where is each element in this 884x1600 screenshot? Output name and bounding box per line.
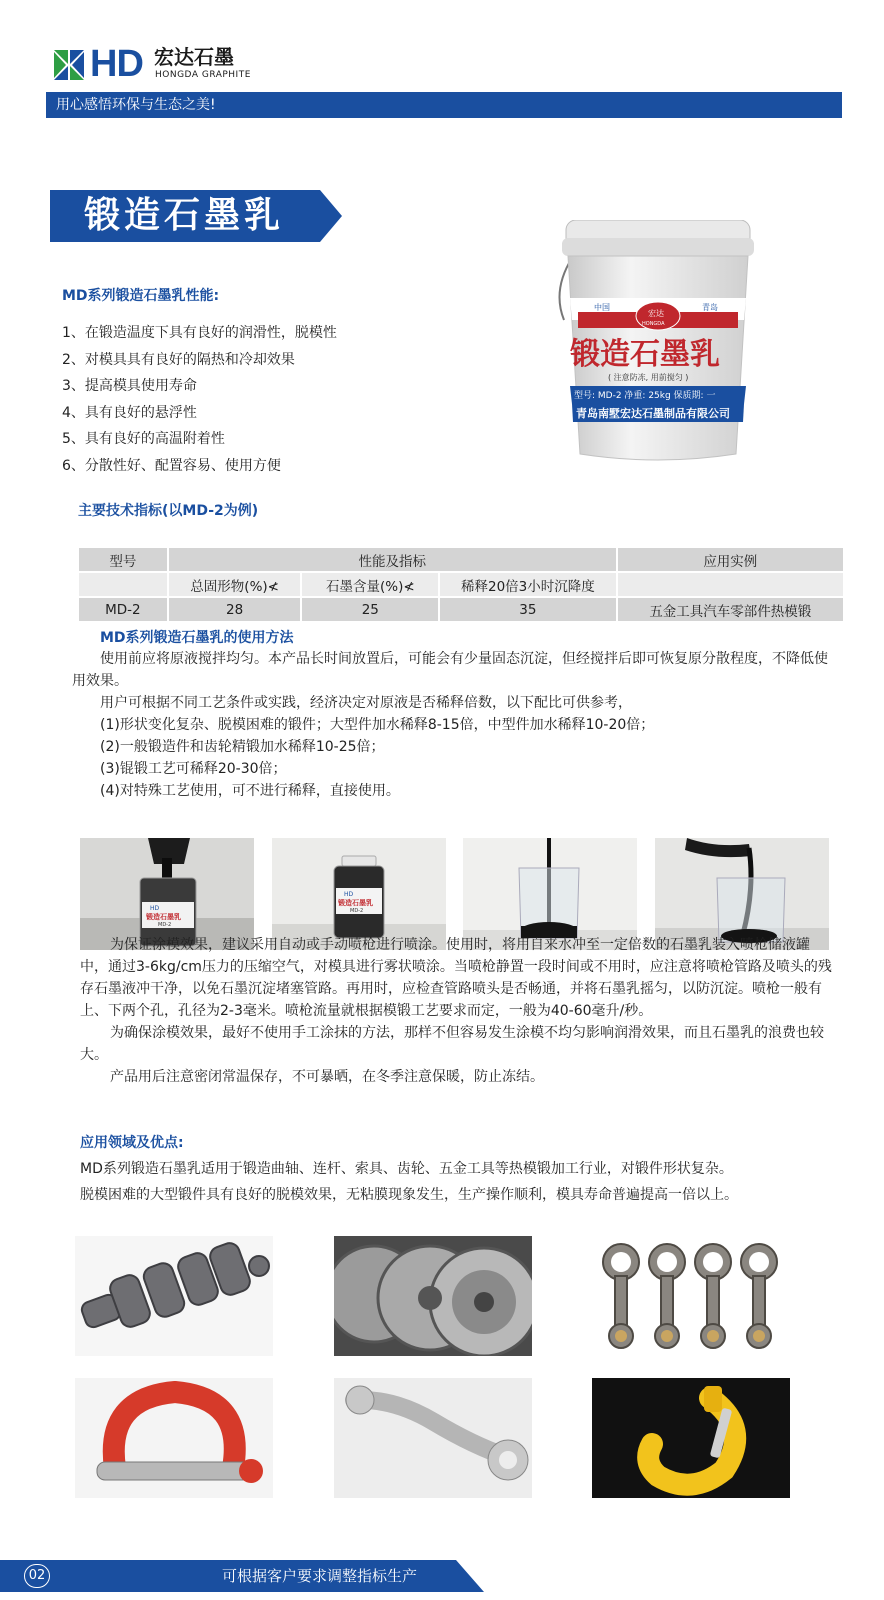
list-item: 6、分散性好、配置容易、使用方便 <box>62 457 281 474</box>
spec-table-heading: 主要技术指标(以MD-2为例) <box>78 503 259 519</box>
table-header-application: 应用实例 <box>617 547 844 572</box>
label-note: ( 注意防冻, 用前搅匀 ) <box>608 373 689 382</box>
table-cell-graphite: 25 <box>301 597 439 622</box>
page-title: 锻造石墨乳 <box>84 195 285 236</box>
jar-label-name: 锻造石墨乳 <box>338 899 373 907</box>
application-text <box>80 1156 840 1208</box>
logo-english-name: HONGDA GRAPHITE <box>155 70 251 80</box>
table-row <box>78 597 844 622</box>
spray-paragraph: 产品用后注意密闭常温保存，不可暴晒，在冬季注意保暖，防止冻结。 <box>110 1069 544 1085</box>
spray-text <box>80 934 832 1088</box>
table-cell-application: 五金工具汽车零部件热模锻 <box>617 597 844 622</box>
footer-bar <box>0 1560 490 1592</box>
footer-text: 可根据客户要求调整指标生产 <box>222 1567 418 1585</box>
table-subheader: 稀释20倍3小时沉降度 <box>439 572 616 597</box>
label-company: 青岛南墅宏达石墨制品有限公司 <box>576 407 730 420</box>
jar-label-model: MD-2 <box>350 908 364 914</box>
usage-list-item: (2)一般锻造件和齿轮精锻加水稀释10-25倍； <box>100 739 385 755</box>
page-number: 02 <box>24 1564 50 1588</box>
label-product-name: 锻造石墨乳 <box>570 337 720 372</box>
slogan-bar: 用心感悟环保与生态之美! <box>46 92 842 118</box>
spec-table <box>77 546 845 623</box>
label-badge: 宏达 <box>648 309 664 318</box>
usage-list-item: (3)锟锻工艺可稀释20-30倍； <box>100 761 287 777</box>
usage-heading: MD系列锻造石墨乳的使用方法 <box>100 630 294 646</box>
table-row <box>78 572 844 597</box>
list-item: 1、在锻造温度下具有良好的润滑性，脱模性 <box>62 325 337 341</box>
title-banner <box>50 190 350 242</box>
usage-list-item: (4)对特殊工艺使用，可不进行稀释，直接使用。 <box>100 783 400 799</box>
logo-chinese-name: 宏达石墨 <box>154 45 234 69</box>
product-bucket-image <box>556 220 760 470</box>
application-heading: 应用领域及优点: <box>80 1135 184 1151</box>
label-top-left: 中国 <box>594 303 610 312</box>
usage-paragraph: 用户可根据不同工艺条件或实践，经济决定对原液是否稀释倍数，以下配比可供参考， <box>100 695 632 711</box>
table-cell-settle: 35 <box>439 597 616 622</box>
application-paragraph: MD系列锻造石墨乳适用于锻造曲轴、连杆、索具、齿轮、五金工具等热模锻加工行业，对锻件形状复杂。 <box>80 1161 733 1177</box>
photo-crankshaft <box>75 1236 273 1356</box>
jar-label-name: 锻造石墨乳 <box>146 913 181 921</box>
performance-list <box>62 320 337 479</box>
spray-paragraph: 为确保涂模效果，最好不使用手工涂抹的方法，那样不但容易发生涂模不均匀影响润滑效果，而且石墨乳的浪费也较大。 <box>80 1025 824 1063</box>
jar-label-logo: HD <box>344 891 354 898</box>
usage-list-item: (1)形状变化复杂、脱模困难的锻件；大型件加水稀释8-15倍，中型件加水稀释10-20倍； <box>100 717 655 733</box>
label-top-right: 青岛 <box>702 303 718 312</box>
table-header-performance: 性能及指标 <box>168 547 617 572</box>
label-spec: 型号: MD-2 净重: 25kg 保质期: 一 <box>574 391 716 401</box>
jar-label-model: MD-2 <box>158 922 172 928</box>
list-item: 3、提高模具使用寿命 <box>62 378 197 394</box>
table-header-model: 型号 <box>78 547 168 572</box>
photo-forged-arm <box>334 1378 532 1498</box>
company-logo <box>52 43 252 85</box>
photo-hook <box>592 1378 790 1498</box>
photo-connecting-rods <box>589 1236 787 1356</box>
list-item: 5、具有良好的高温附着性 <box>62 431 225 447</box>
performance-heading: MD系列锻造石墨乳性能: <box>62 288 220 304</box>
table-cell-solid: 28 <box>168 597 302 622</box>
table-cell-model: MD-2 <box>78 597 168 622</box>
spray-paragraph: 为保证涂模效果，建议采用自动或手动喷枪进行喷涂。使用时，将用自来水冲至一定倍数的石墨乳装入喷枪储液罐中，通过3-6kg/cm压力的压缩空气，对模具进行雾状喷涂。当喷枪静置一段时间或不用时，应注意将喷枪管路及喷头的残存石墨液冲干净，以免石墨沉淀堵塞管路。再用时，应检查管路喷头是否畅通，并将石墨乳摇匀，以防沉淀。喷枪一般有上、下两个孔，孔径为2-3毫米。喷枪流量就根据模锻工艺要求而定，一般为40-60毫升/秒。 <box>80 937 832 1019</box>
label-badge-en: HONGDA <box>642 321 665 327</box>
usage-paragraph: 使用前应将原液搅拌均匀。本产品长时间放置后，可能会有少量固态沉淀，但经搅拌后即可恢复原分散程度，不降低使用效果。 <box>72 651 828 689</box>
table-subheader: 总固形物(%)≮ <box>168 572 302 597</box>
application-paragraph: 脱模困难的大型锻件具有良好的脱模效果，无粘膜现象发生，生产操作顺利，模具寿命普遍提高一倍以上。 <box>80 1187 738 1203</box>
list-item: 4、具有良好的悬浮性 <box>62 404 197 421</box>
photo-shackle <box>75 1378 273 1498</box>
jar-label-logo: HD <box>150 905 160 912</box>
logo-mark-icon <box>52 48 86 82</box>
table-subheader: 石墨含量(%)≮ <box>301 572 439 597</box>
photo-gears <box>334 1236 532 1356</box>
logo-letters: HD <box>90 43 143 85</box>
list-item: 2、对模具具有良好的隔热和冷却效果 <box>62 351 295 368</box>
usage-text <box>72 648 830 802</box>
table-row <box>78 547 844 572</box>
